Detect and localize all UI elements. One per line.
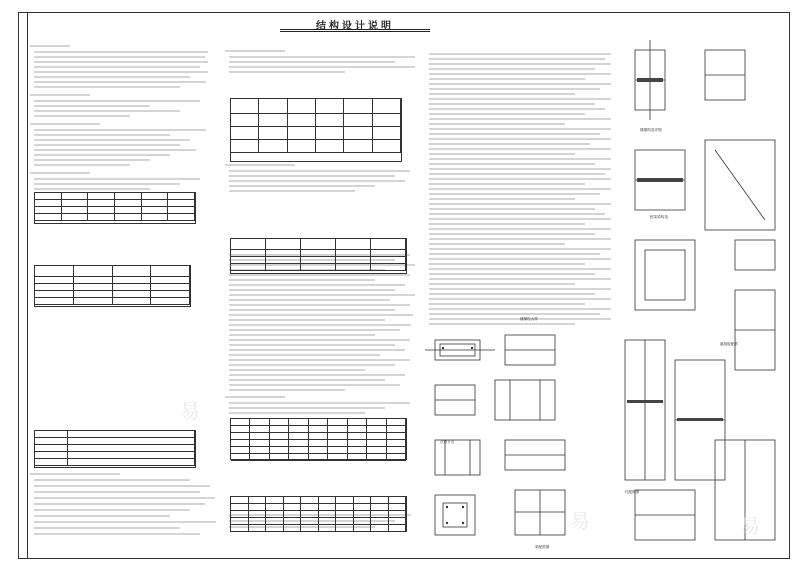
left-binding-margin — [18, 12, 28, 559]
detail-caption-column: 柱配筋图 — [625, 490, 640, 494]
page-title: 结构设计说明 — [316, 21, 394, 32]
notes-column-1-lower-lines — [30, 470, 220, 540]
detail-drawings-right — [615, 40, 785, 550]
lap-length-table — [230, 496, 407, 532]
material-table-1 — [34, 192, 196, 224]
title-underline — [280, 29, 430, 30]
concrete-grade-table — [230, 98, 402, 162]
watermark-logo-3: 易 — [740, 514, 760, 538]
title-underline-2 — [280, 31, 430, 32]
detail-caption-beam: 梁配筋图 — [535, 545, 550, 549]
notes-column-3-lines — [425, 50, 615, 330]
detail-caption-cantilever: 悬挑板配筋 — [720, 342, 738, 346]
anchorage-length-table — [230, 418, 407, 460]
material-table-2 — [34, 265, 191, 307]
detail-caption-stair: 楼梯构造详图 — [640, 128, 662, 132]
watermark-logo: 易 — [180, 399, 200, 423]
rebar-strength-table — [230, 238, 407, 274]
detail-caption-stair-column: 楼梯柱大样 — [520, 317, 538, 321]
detail-caption-frame-beam: 框架梁构造 — [650, 215, 668, 219]
detail-caption-secondary-beam: 次梁节点 — [440, 440, 455, 444]
watermark-logo-2: 易 — [570, 509, 590, 533]
material-table-3 — [34, 430, 196, 468]
